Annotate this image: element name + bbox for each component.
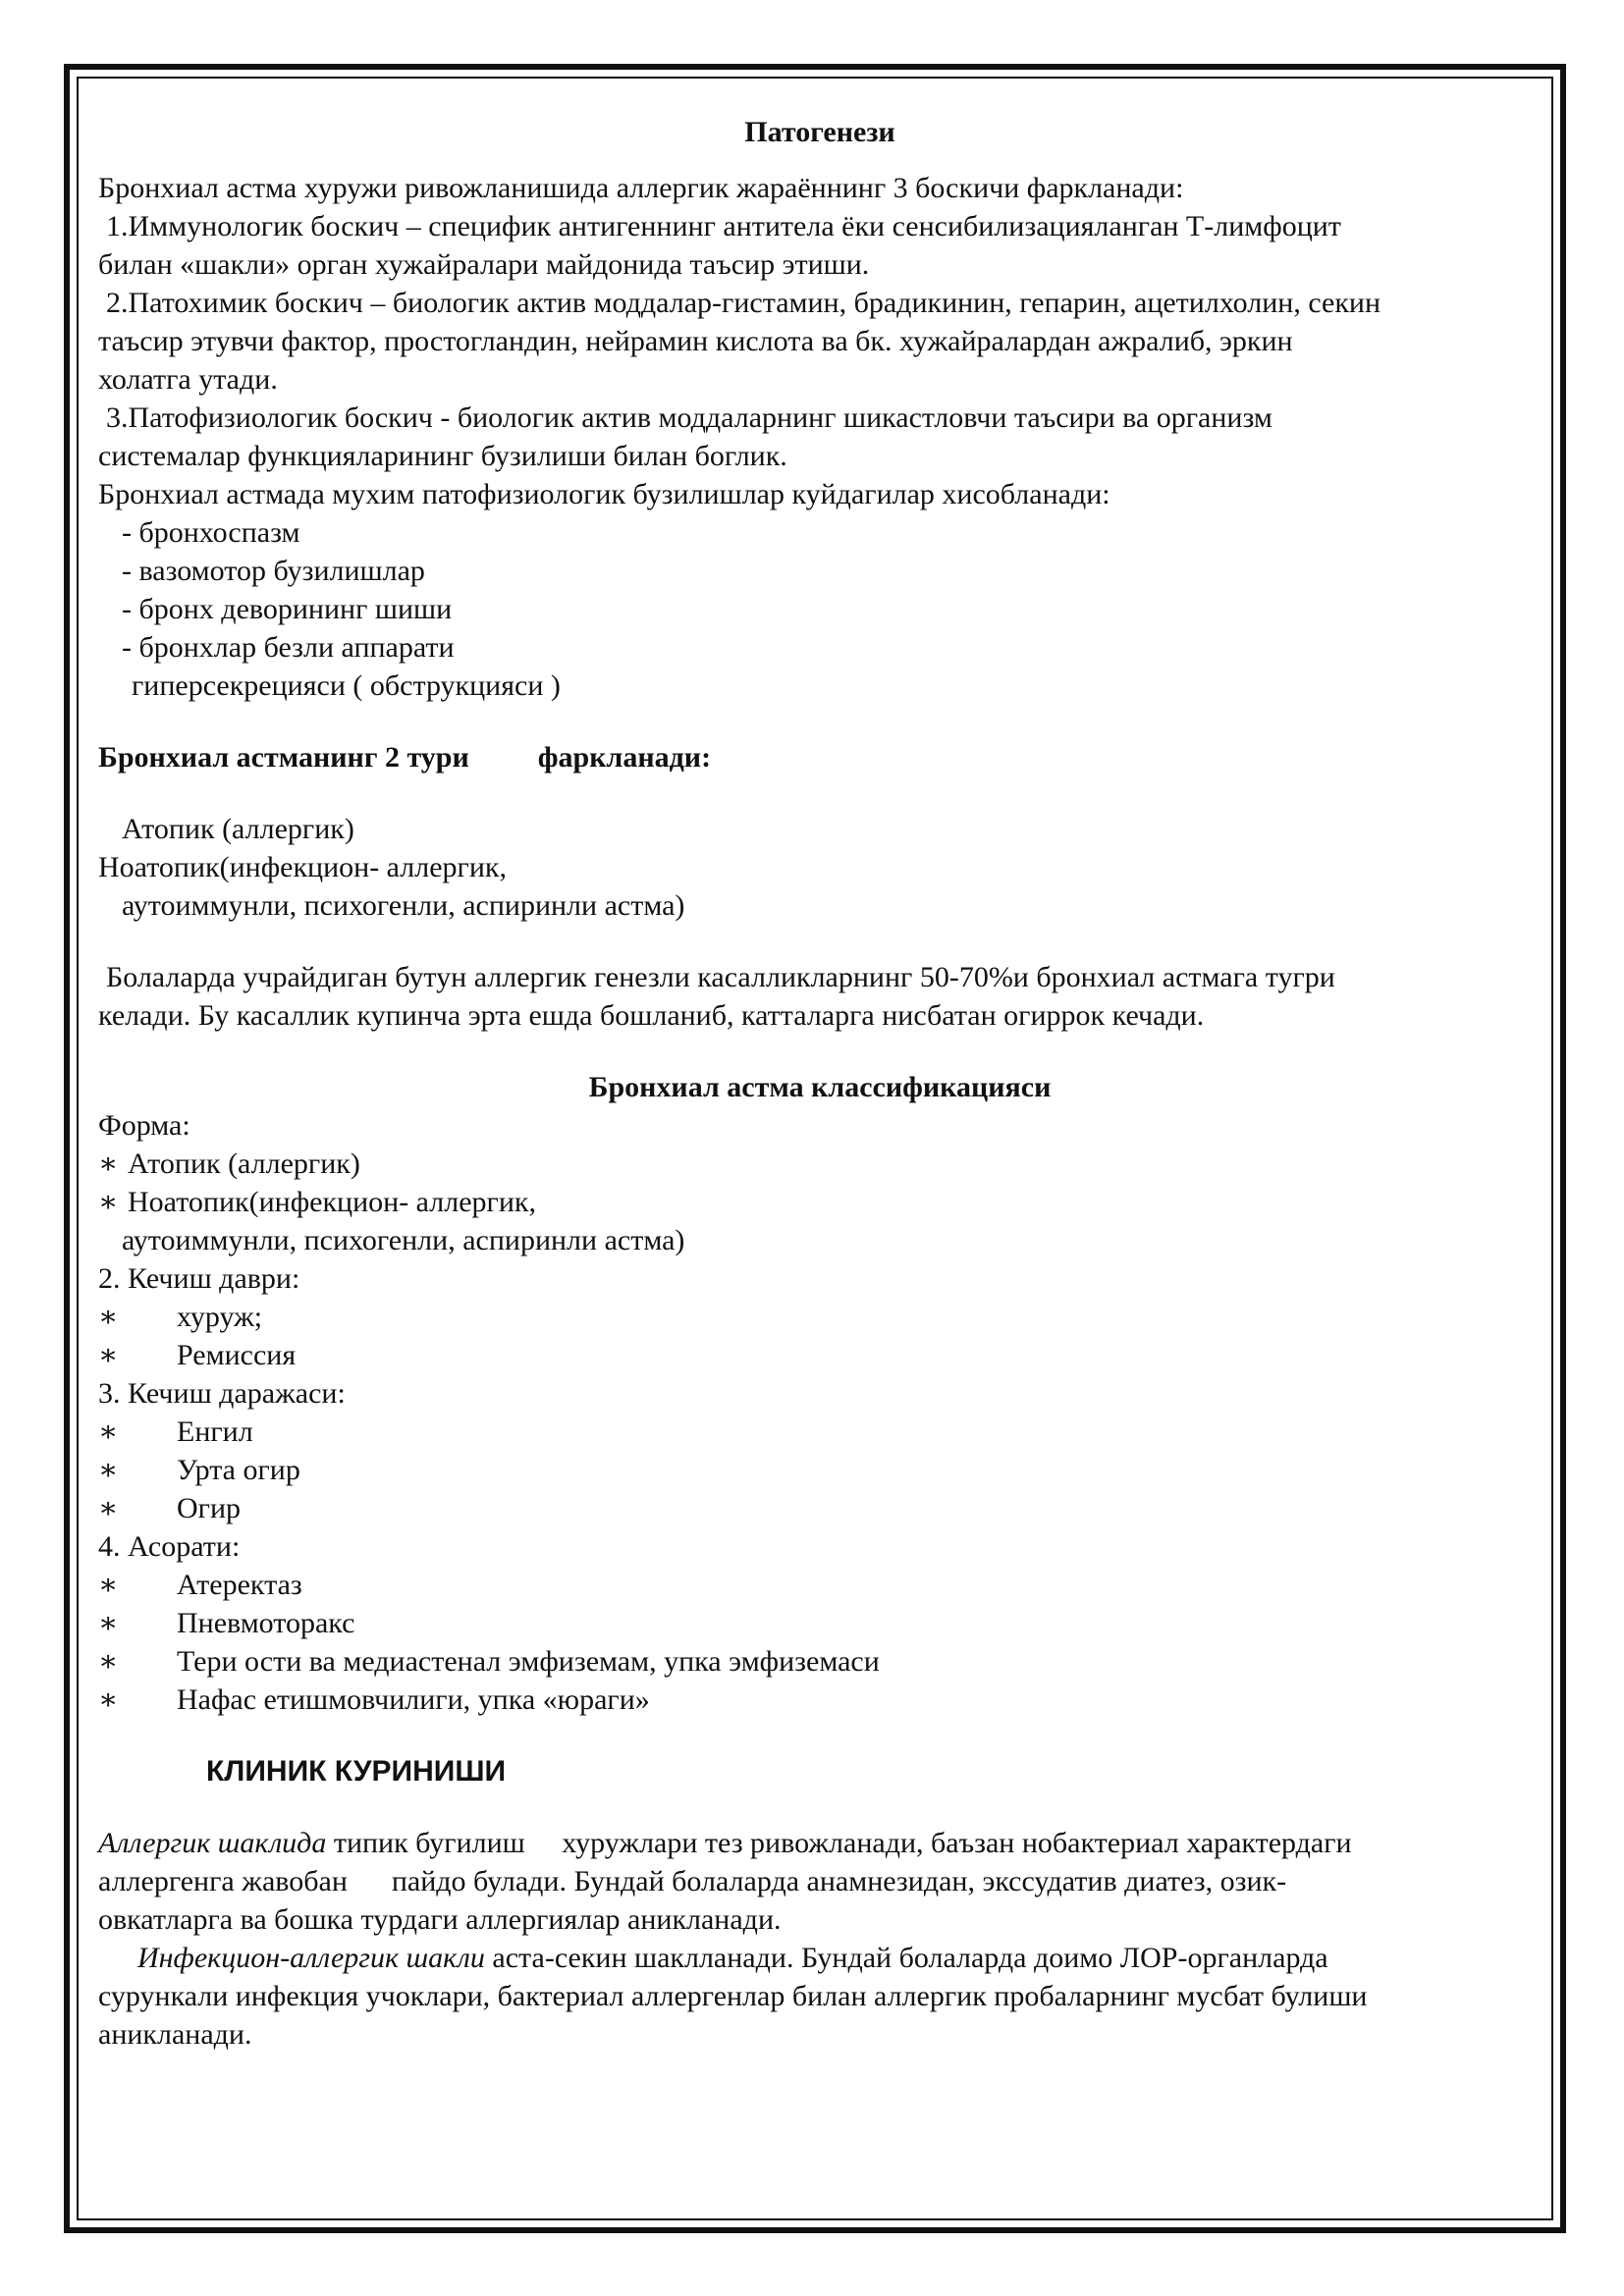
disorder-item: - бронх деворининг шиши bbox=[122, 593, 453, 625]
spacer bbox=[98, 1719, 1542, 1752]
form-item-cont: аутоиммунли, психогенли, аспиринли астма) bbox=[122, 1224, 685, 1256]
bullet-star: ∗ bbox=[98, 1339, 119, 1371]
bullet-star: ∗ bbox=[98, 1569, 119, 1601]
bullet-star: ∗ bbox=[98, 1492, 119, 1524]
complication-item-text: Атеректаз bbox=[177, 1569, 302, 1601]
spacer bbox=[98, 1035, 1542, 1068]
spacer bbox=[98, 1790, 1542, 1824]
bullet-star: ∗ bbox=[98, 1607, 119, 1639]
bullet-star: ∗ bbox=[98, 1683, 119, 1716]
complications-label: 4. Асорати: bbox=[98, 1530, 241, 1563]
bullet-star: ∗ bbox=[98, 1186, 119, 1218]
course-label: 2. Кечиш даври: bbox=[98, 1262, 300, 1295]
types-heading bbox=[98, 738, 1542, 776]
disorder-item: - бронхлар безли аппарати bbox=[122, 631, 455, 664]
stage-3-cont: системалар функцияларининг бузилиши билан боглик. bbox=[98, 440, 787, 472]
type-atopic: Атопик (аллергик) bbox=[122, 813, 354, 845]
types-heading-b: фаркланади: bbox=[537, 741, 712, 774]
course-item bbox=[98, 1336, 1542, 1374]
complication-item-text: Пневмоторакс bbox=[177, 1607, 355, 1639]
classification-title: Бронхиал астма классификацияси bbox=[588, 1071, 1052, 1103]
severity-item-text: Огир bbox=[177, 1492, 242, 1524]
form-item bbox=[98, 1183, 1542, 1221]
allergic-para-line-2: аллергенга жавобан пайдо булади. Бундай болаларда анамнезидан, экссудатив диатез, озик- bbox=[98, 1865, 1287, 1897]
stage-1-cont: билан «шакли» орган хужайралари майдонида таъсир этиши. bbox=[98, 248, 870, 281]
clinical-title: КЛИНИК КУРИНИШИ bbox=[206, 1755, 507, 1788]
pathogenesis-title: Патогенези bbox=[744, 116, 895, 148]
stage-2-cont-1: таъсир этувчи фактор, простогландин, нейрамин кислота ва бк. хужайралардан ажралиб, эркин bbox=[98, 325, 1293, 357]
infectious-para-text: аста-секин шаклланади. Бундай болаларда доимо ЛОР-органларда bbox=[484, 1942, 1328, 1974]
stage-1: 1.Иммунологик боскич – специфик антигеннинг антитела ёки сенсибилизацияланган Т-лимфоцит bbox=[106, 210, 1341, 242]
spacer bbox=[98, 776, 1542, 810]
complication-item-text: Нафас етишмовчилиги, упка «юраги» bbox=[177, 1683, 650, 1716]
form-item-text: Ноатопик(инфекцион- аллергик, bbox=[128, 1186, 536, 1218]
form-label: Форма: bbox=[98, 1109, 190, 1142]
severity-item bbox=[98, 1413, 1542, 1451]
course-item bbox=[98, 1298, 1542, 1336]
complication-item bbox=[98, 1681, 1542, 1719]
form-item-text: Атопик (аллергик) bbox=[128, 1148, 360, 1180]
bullet-star: ∗ bbox=[98, 1645, 119, 1678]
disorder-item: - вазомотор бузилишлар bbox=[122, 555, 425, 587]
stage-2: 2.Патохимик боскич – биологик актив моддалар-гистамин, брадикинин, гепарин, ацетилхолин, секин bbox=[106, 287, 1381, 319]
severity-item bbox=[98, 1489, 1542, 1527]
allergic-para-line-3: овкатларга ва бошка турдаги аллергиялар аникланади. bbox=[98, 1903, 782, 1936]
complication-item bbox=[98, 1604, 1542, 1642]
infectious-para-line-2: сурункали инфекция учоклари, бактериал аллергенлар билан аллергик пробаларнинг мусбат булиши bbox=[98, 1980, 1368, 2012]
severity-label: 3. Кечиш даражаси: bbox=[98, 1377, 346, 1410]
bullet-star: ∗ bbox=[98, 1454, 119, 1486]
prevalence-line-2: келади. Бу касаллик купинча эрта ешда бошланиб, катталарга нисбатан огиррок кечади. bbox=[98, 999, 1205, 1032]
stage-3: 3.Патофизиологик боскич - биологик актив моддаларнинг шикастловчи таъсири ва организм bbox=[106, 401, 1272, 434]
complication-item bbox=[98, 1642, 1542, 1681]
type-nonatopic-cont: аутоиммунли, психогенли, аспиринли астма) bbox=[122, 889, 685, 922]
spacer bbox=[98, 925, 1542, 958]
form-item bbox=[98, 1145, 1542, 1183]
course-item-text: Ремиссия bbox=[177, 1339, 297, 1371]
type-nonatopic: Ноатопик(инфекцион- аллергик, bbox=[98, 851, 507, 883]
infectious-para-line-3: аникланади. bbox=[98, 2018, 252, 2051]
bullet-star: ∗ bbox=[98, 1415, 119, 1448]
types-heading-a: Бронхиал астманинг 2 тури bbox=[98, 741, 469, 774]
stage-2-cont-2: холатга утади. bbox=[98, 363, 278, 396]
infectious-form-term: Инфекцион-аллергик шакли bbox=[137, 1942, 485, 1974]
spacer bbox=[98, 151, 1542, 169]
disorder-item: - бронхоспазм bbox=[122, 516, 300, 549]
severity-item bbox=[98, 1451, 1542, 1489]
pathogenesis-intro: Бронхиал астма хуружи ривожланишида аллергик жараённинг 3 боскичи фаркланади: bbox=[98, 172, 1184, 204]
prevalence-line-1: Болаларда учрайдиган бутун аллергик генезли касалликларнинг 50-70%и бронхиал астмага тугри bbox=[106, 961, 1335, 993]
allergic-para-text: типик бугилиш хуружлари тез ривожланади, баъзан нобактериал характердаги bbox=[326, 1827, 1352, 1859]
complication-item-text: Тери ости ва медиастенал эмфиземам, упка эмфиземаси bbox=[177, 1645, 880, 1678]
allergic-para-line-1 bbox=[98, 1824, 1542, 1862]
bullet-star: ∗ bbox=[98, 1301, 119, 1333]
course-item-text: хуруж; bbox=[177, 1301, 263, 1333]
bullet-star: ∗ bbox=[98, 1148, 119, 1180]
spacer bbox=[98, 705, 1542, 738]
disorders-intro: Бронхиал астмада мухим патофизиологик бузилишлар куйдагилар хисобланади: bbox=[98, 478, 1110, 510]
complication-item bbox=[98, 1566, 1542, 1604]
severity-item-text: Енгил bbox=[177, 1415, 253, 1448]
allergic-form-term: Аллергик шаклида bbox=[98, 1827, 327, 1859]
infectious-para-line-1 bbox=[98, 1939, 1542, 1977]
severity-item-text: Урта огир bbox=[177, 1454, 300, 1486]
disorder-item-cont: гиперсекрецияси ( обструкцияси ) bbox=[132, 669, 561, 702]
document-body bbox=[98, 113, 1542, 2054]
